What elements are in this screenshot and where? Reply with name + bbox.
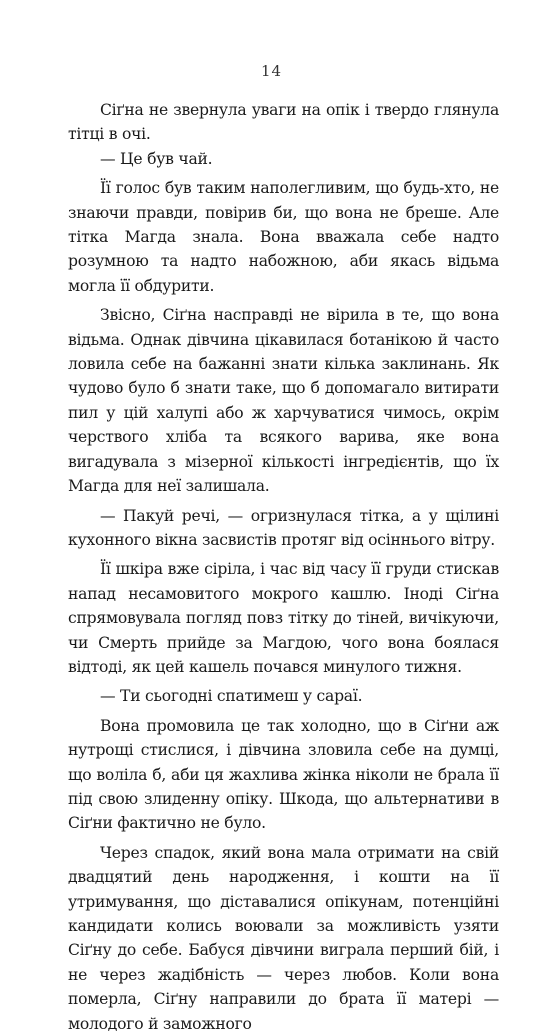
- paragraph: Вона промовила це так холодно, що в Сіґни аж нутрощі стислися, і дівчина зловила себе на думці, що воліла б, аби ця жахлива жінка ніколи не брала її під свою злиденну опіку. Шкода, що альтернативи в Сіґни фактично не було.: [68, 716, 499, 833]
- paragraph: Її голос був таким наполегливим, що будь-хто, не знаючи правди, повірив би, що вона не бреше. Але тітка Магда знала. Вона вважала себе надто розумною та надто набожною, аби якась відьма могла її обдурити.: [68, 179, 499, 295]
- paragraph: Її шкіра вже сіріла, і час від часу її груди стискав напад несамовитого мокрого кашлю. Іноді Сіґна спрямовувала погляд повз тітку до тіней, вичікуючи, чи Смерть прийде за Магдою, чого вона боялася відтоді, як цей кашель почався минулого тижня.: [68, 560, 499, 676]
- paragraph: Звісно, Сіґна насправді не вірила в те, що вона відьма. Однак дівчина цікавилася ботанікою й часто ловила себе на бажанні знати кілька заклинань. Як чудово було б знати таке, що б допомагало витирати пил у цій халупі або ж харчуватися чимось, окрім черствого хліба та всякого варива, яке вона вигадувала з мізерної кількості інгредієнтів, що їх Магда для неї залишала.: [68, 306, 499, 496]
- page-number: 14: [260, 62, 283, 80]
- paragraph: Сіґна не звернула уваги на опік і твердо глянула тітці в очі.: [68, 101, 499, 144]
- paragraph: — Це був чай.: [100, 149, 213, 168]
- body-text: [68, 98, 499, 1036]
- paragraph: — Пакуй речі, — огризнулася тітка, а у щілині кухонного вікна засвистів протяг від осіннього вітру.: [68, 506, 499, 549]
- paragraph: Через спадок, який вона мала отримати на свій двадцятий день народження, і кошти на її утримування, що діставалися опікунам, потенційні кандидати колись воювали за можливість узяти Сіґну до себе. Бабуся дівчини виграла перший бій, і не через жадібність — через любов. Коли вона померла, Сіґну направили до брата її матері — молодого й заможного: [68, 843, 499, 1033]
- paragraph: — Ти сьогодні спатимеш у сараї.: [100, 687, 363, 706]
